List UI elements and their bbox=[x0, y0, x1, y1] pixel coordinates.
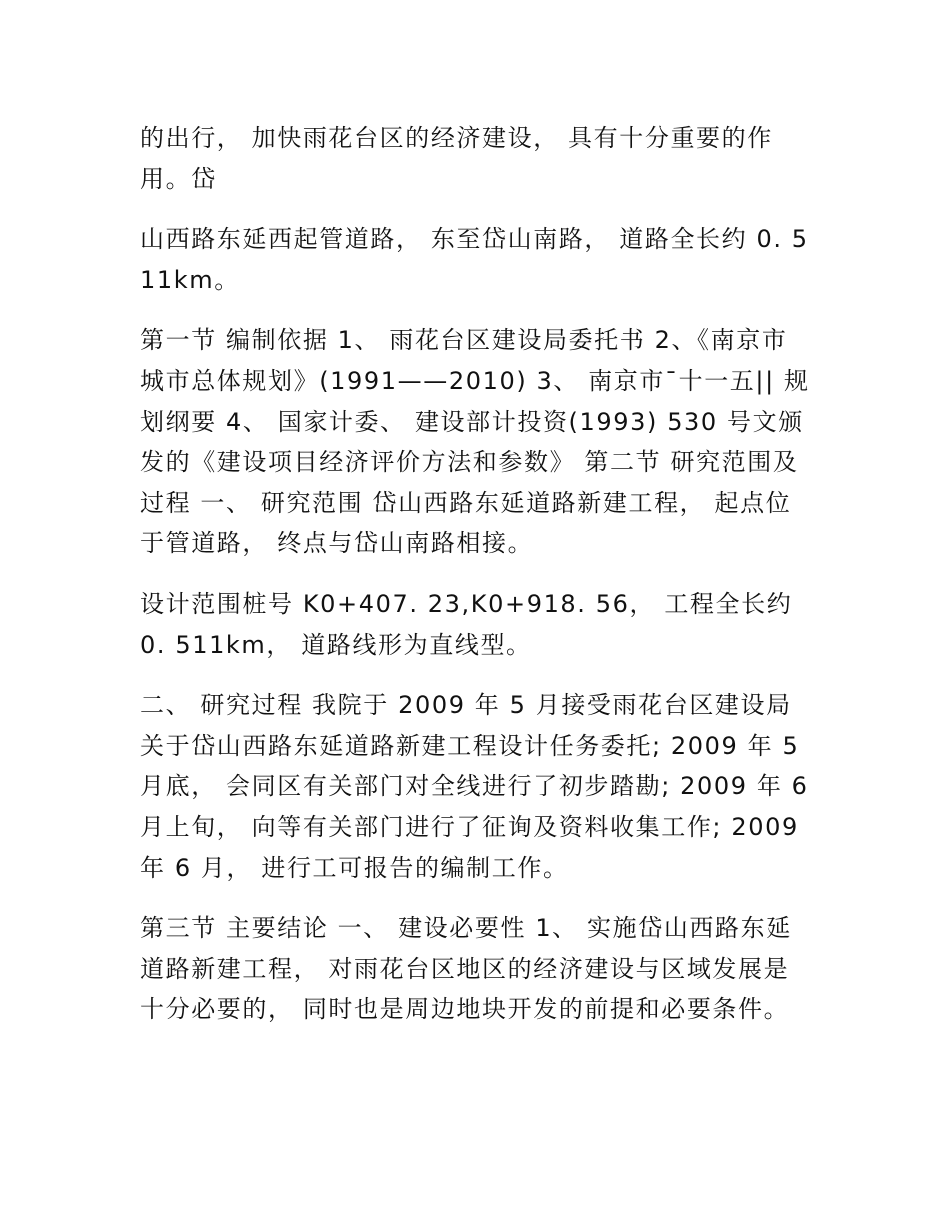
paragraph-4: 设计范围桩号 K0+407. 23,K0+918. 56， 工程全长约 0. 511km， 道路线形为直线型。 bbox=[140, 589, 793, 659]
paragraph-2: 山西路东延西起管道路， 东至岱山南路， 道路全长约 0. 511km。 bbox=[140, 225, 809, 294]
paragraph-3: 第一节 编制依据 1、 雨花台区建设局委托书 2、《南京市城市总体规划》(1991——2010) 3、 南京市¯十一五|| 规划纲要 4、 国家计委、 建设部计投资(1993) 530 号文颁发的《建设项目经济评价方法和参数》 第二节 研究范围及过程 一、 研究范围 岱山西路东延道路新建工程， 起点位于管道路， 终点与岱山南路相接。 bbox=[140, 326, 810, 558]
paragraph-5: 二、 研究过程 我院于 2009 年 5 月接受雨花台区建设局关于岱山西路东延道路新建工程设计任务委托; 2009 年 5 月底， 会同区有关部门对全线进行了初步踏勘; 2009 年 6 月上旬， 向等有关部门进行了征询及资料收集工作; 2009 年 6 月， 进行工可报告的编制工作。 bbox=[140, 691, 809, 882]
paragraph-6: 第三节 主要结论 一、 建设必要性 1、 实施岱山西路东延道路新建工程， 对雨花台区地区的经济建设与区域发展是十分必要的， 同时也是周边地块开发的前提和必要条件。 bbox=[140, 914, 792, 1024]
document-body bbox=[140, 118, 812, 1050]
paragraph-1: 的出行， 加快雨花台区的经济建设， 具有十分重要的作用。岱 bbox=[140, 124, 773, 193]
